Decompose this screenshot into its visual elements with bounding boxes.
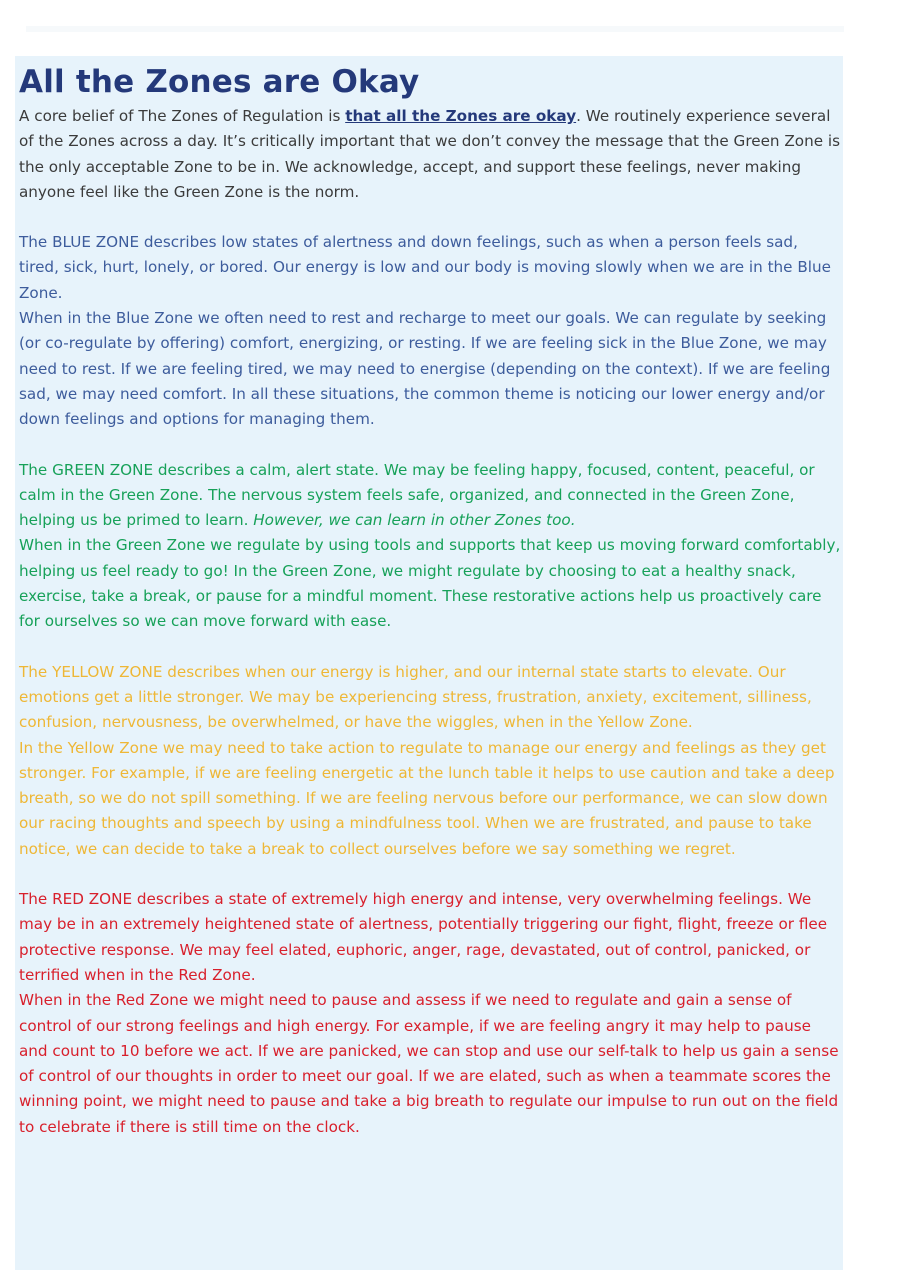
green-zone-description-text: The GREEN ZONE describes a calm, alert state. We may be feeling happy, focused, content, peaceful, or calm in the Green Zone. The nervous system feels safe, organized, and connected in the Green Zone, helping us be primed to learn.	[19, 460, 815, 530]
intro-highlight: that all the Zones are okay	[345, 107, 577, 125]
green-zone-emphasis: However, we can learn in other Zones too.	[253, 511, 576, 530]
red-zone-regulation: When in the Red Zone we might need to pause and assess if we need to regulate and gain a sense of control of our strong feelings and high energy. For example, if we are feeling angry it may help to pause and count to 10 before we act. If we are panicked, we can stop and use our self-talk to help us gain a sense of control of our thoughts in order to meet our goal. If we are elated, such as when a teammate scores the winning point, we might need to pause and take a big breath to regulate our impulse to run out on the field to celebrate if there is still time on the clock.	[19, 991, 839, 1136]
section-spacer	[19, 205, 843, 230]
red-zone-description: The RED ZONE describes a state of extremely high energy and intense, very overwhelming feelings. We may be in an extremely heightened state of alertness, potentially triggering our fight, flight, freeze or flee protective response. We may feel elated, euphoric, anger, rage, devastated, out of control, panicked, or terrified when in the Red Zone.	[19, 890, 828, 984]
section-spacer	[19, 635, 843, 660]
intro-text-start: A core belief of The Zones of Regulation is	[19, 107, 346, 125]
content-panel	[15, 56, 843, 1270]
page-title: All the Zones are Okay	[19, 64, 420, 100]
blue-zone-description: The BLUE ZONE describes low states of alertness and down feelings, such as when a person feels sad, tired, sick, hurt, lonely, or bored. Our energy is low and our body is moving slowly when we are in the Blue Zone.	[19, 233, 831, 302]
green-zone-regulation: When in the Green Zone we regulate by using tools and supports that keep us moving forward comfortably, helping us feel ready to go! In the Green Zone, we might regulate by choosing to eat a healthy snack, exercise, take a break, or pause for a mindful moment. These restorative actions help us proactively care for ourselves so we can move forward with ease.	[19, 536, 841, 631]
yellow-zone-description: The YELLOW ZONE describes when our energy is higher, and our internal state starts to elevate. Our emotions get a little stronger. We may be experiencing stress, frustration, anxiety, excitement, silliness, confusion, nervousness, be overwhelmed, or have the wiggles, when in the Yellow Zone.	[19, 662, 812, 732]
section-spacer	[19, 433, 843, 458]
section-spacer	[19, 862, 843, 887]
blue-zone-regulation: When in the Blue Zone we often need to rest and recharge to meet our goals. We can regulate by seeking (or co-regulate by offering) comfort, energizing, or resting. If we are feeling sick in the Blue Zone, we may need to rest. If we are feeling tired, we may need to energise (depending on the context). If we are feeling sad, we may need comfort. In all these situations, the common theme is noticing our lower energy and/or down feelings and options for managing them.	[19, 309, 831, 429]
yellow-zone-regulation: In the Yellow Zone we may need to take action to regulate to manage our energy and feelings as they get stronger. For example, if we are feeling energetic at the lunch table it helps to use caution and take a deep breath, so we do not spill something. If we are feeling nervous before our performance, we can slow down our racing thoughts and speech by using a mindfulness tool. When we are frustrated, and pause to take notice, we can decide to take a break to collect ourselves before we say something we regret.	[19, 738, 835, 858]
green-zone-description	[19, 458, 841, 534]
intro-paragraph	[19, 104, 841, 205]
intro-text-end: . We routinely experience several of the Zones across a day. It’s critically important that we don’t convey the message that the Green Zone is the only acceptable Zone to be in. We acknowledge, accept, and support these feelings, never making anyone feel like the Green Zone is the norm.	[19, 107, 841, 201]
top-divider	[26, 26, 844, 32]
